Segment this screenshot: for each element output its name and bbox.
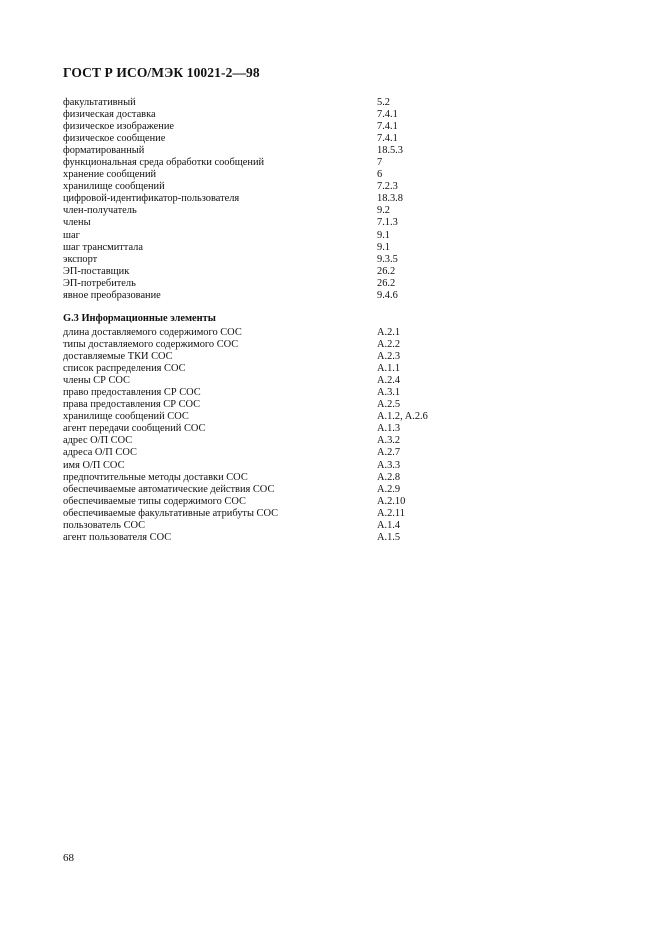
index-reference: A.2.7: [377, 447, 401, 459]
index-entry: [63, 278, 523, 290]
index-term: длина доставляемого содержимого СОС: [63, 327, 242, 338]
index-reference: A.2.9: [377, 483, 401, 495]
index-entry: [63, 254, 523, 266]
index-entry: [63, 290, 523, 302]
index-reference: A.2.8: [377, 471, 401, 483]
index-term: пользователь СОС: [63, 519, 146, 531]
index-term: хранилище сообщений СОС: [63, 411, 189, 423]
index-entry: [63, 520, 523, 532]
index-entry: [63, 423, 523, 435]
index-entry: [63, 169, 523, 181]
index-term: право предоставления СР СОС: [63, 387, 201, 399]
index-term: агент передачи сообщений СОС: [63, 423, 206, 435]
index-reference: 26.2: [377, 265, 396, 277]
index-reference: A.1.4: [377, 519, 401, 531]
index-reference: A.2.10: [377, 495, 406, 507]
index-reference: A.1.3: [377, 423, 401, 435]
index-reference: A.2.2: [377, 339, 401, 351]
index-term: агент пользователя СОС: [63, 531, 172, 543]
index-term: имя О/П СОС: [63, 459, 125, 471]
index-entry: [63, 460, 523, 472]
index-term: список распределения СОС: [63, 363, 186, 375]
index-term: явное преобразование: [63, 289, 161, 301]
index-term: физическая доставка: [63, 109, 156, 121]
index-term: факультативный: [63, 97, 136, 108]
index-entry: [63, 327, 523, 339]
index-entry: [63, 472, 523, 484]
index-entry: [63, 387, 523, 399]
index-term: доставляемые ТКИ СОС: [63, 351, 173, 363]
page-number: 68: [63, 852, 74, 864]
index-entry: [63, 375, 523, 387]
index-term: обеспечиваемые типы содержимого СОС: [63, 495, 246, 507]
index-reference: 5.2: [377, 97, 390, 108]
index-reference: 7: [377, 157, 383, 169]
index-reference: 26.2: [377, 277, 396, 289]
index-reference: A.3.1: [377, 387, 401, 399]
index-reference: 18.3.8: [377, 193, 403, 205]
index-entry: [63, 435, 523, 447]
index-entry: [63, 217, 523, 229]
index-reference: A.3.2: [377, 435, 401, 447]
index-reference: 7.4.1: [377, 133, 398, 145]
information-elements-list: [63, 327, 523, 544]
index-reference: A.2.4: [377, 375, 401, 387]
index-term: хранение сообщений: [63, 169, 157, 181]
index-reference: A.1.5: [377, 531, 401, 543]
index-term: хранилище сообщений: [63, 181, 165, 193]
index-term: цифровой-идентификатор-пользователя: [63, 193, 240, 205]
index-term: члены: [63, 217, 91, 229]
index-term: адреса О/П СОС: [63, 447, 137, 459]
index-entry: [63, 351, 523, 363]
index-term: физическое изображение: [63, 121, 174, 133]
term-index-list: [63, 97, 523, 302]
section-heading: G.3 Информационные элементы: [63, 313, 216, 324]
index-term: члены СР СОС: [63, 375, 130, 387]
index-term: экспорт: [63, 253, 98, 265]
index-entry: [63, 399, 523, 411]
document-header: ГОСТ Р ИСО/МЭК 10021-2—98: [63, 65, 260, 80]
index-term: член-получатель: [63, 205, 137, 217]
index-reference: A.2.3: [377, 351, 401, 363]
index-entry: [63, 532, 523, 544]
index-entry: [63, 266, 523, 278]
index-reference: 7.1.3: [377, 217, 398, 229]
index-entry: [63, 109, 523, 121]
index-term: форматированный: [63, 145, 145, 157]
index-entry: [63, 193, 523, 205]
index-entry: [63, 411, 523, 423]
index-entry: [63, 181, 523, 193]
index-term: типы доставляемого содержимого СОС: [63, 339, 239, 351]
index-entry: [63, 496, 523, 508]
index-entry: [63, 339, 523, 351]
index-entry: [63, 97, 523, 109]
index-reference: A.2.11: [377, 507, 405, 519]
index-entry: [63, 205, 523, 217]
index-reference: 9.2: [377, 205, 390, 217]
index-entry: [63, 121, 523, 133]
index-reference: 7.2.3: [377, 181, 398, 193]
index-entry: [63, 157, 523, 169]
index-reference: 6: [377, 169, 383, 181]
index-term: шаг: [63, 229, 80, 241]
index-term: ЭП-потребитель: [63, 277, 136, 289]
index-term: шаг трансмиттала: [63, 241, 143, 253]
index-term: обеспечиваемые факультативные атрибуты СОС: [63, 507, 279, 519]
index-reference: 9.4.6: [377, 289, 398, 301]
index-entry: [63, 242, 523, 254]
index-reference: 9.1: [377, 241, 390, 253]
index-reference: 18.5.3: [377, 145, 403, 157]
index-reference: A.1.2, A.2.6: [377, 411, 428, 423]
index-reference: 9.3.5: [377, 253, 398, 265]
index-reference: A.1.1: [377, 363, 401, 375]
index-entry: [63, 133, 523, 145]
index-reference: A.2.5: [377, 399, 401, 411]
index-term: физическое сообщение: [63, 133, 166, 145]
index-entry: [63, 145, 523, 157]
index-term: адрес О/П СОС: [63, 435, 133, 447]
index-entry: [63, 508, 523, 520]
index-term: права предоставления СР СОС: [63, 399, 201, 411]
index-term: обеспечиваемые автоматические действия СОС: [63, 483, 275, 495]
index-entry: [63, 230, 523, 242]
index-reference: A.2.1: [377, 327, 401, 338]
index-term: ЭП-поставщик: [63, 265, 130, 277]
index-entry: [63, 447, 523, 459]
index-entry: [63, 363, 523, 375]
index-term: функциональная среда обработки сообщений: [63, 157, 265, 169]
index-term: предпочтительные методы доставки СОС: [63, 471, 248, 483]
index-reference: 7.4.1: [377, 109, 398, 121]
index-reference: 9.1: [377, 229, 390, 241]
index-reference: A.3.3: [377, 459, 401, 471]
index-entry: [63, 484, 523, 496]
index-reference: 7.4.1: [377, 121, 398, 133]
